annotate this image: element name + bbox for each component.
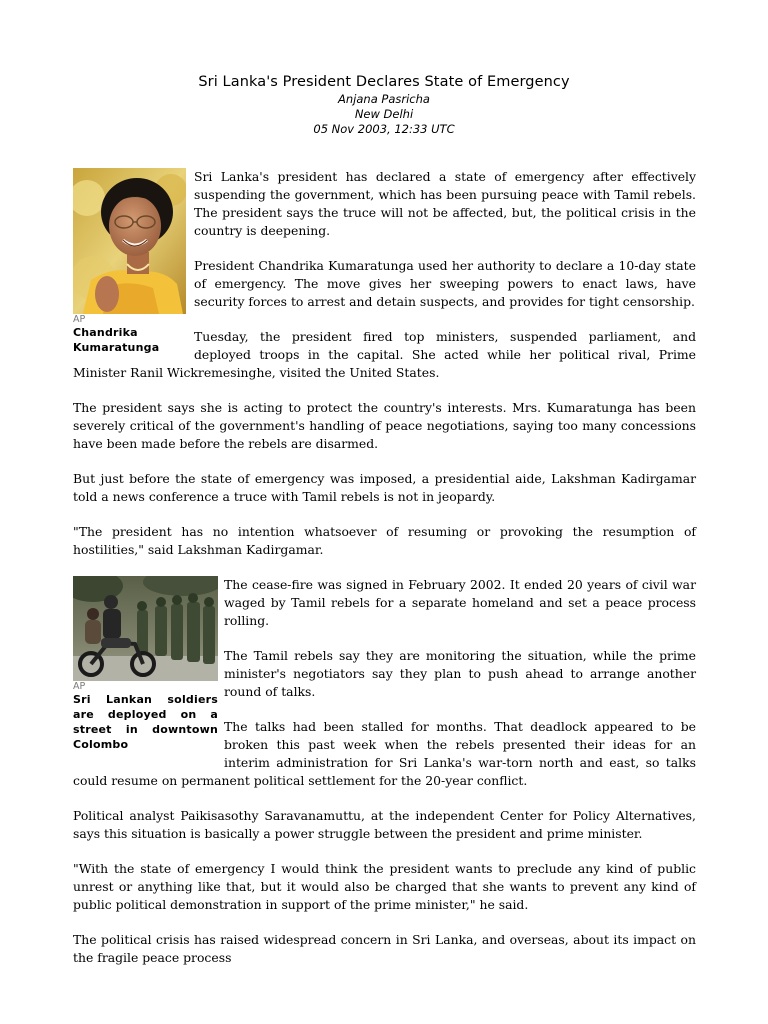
paragraph: Sri Lanka's president has declared a state of emergency after effectively suspending the government, which has been pursuing peace with Tamil rebels. The president says the truce will not be affected, but, the political crisis in the country is deepening. <box>194 169 696 238</box>
photo-caption: Chandrika Kumaratunga <box>73 326 160 354</box>
paragraph: The talks had been stalled for months. That deadlock appeared to be broken this past week when the rebels presented their ideas for an interim administration for Sri Lanka's war-torn north and east, so talks could resume on permanent political settlement for the 20-year conflict. <box>73 719 696 788</box>
byline-location: New Delhi <box>354 107 414 121</box>
photo-caption: Sri Lankan soldiers are deployed on a street in downtown Colombo <box>73 693 218 751</box>
portrait-photo-icon <box>73 168 186 314</box>
article-headline: Sri Lanka's President Declares State of Emergency <box>198 74 570 90</box>
paragraph: But just before the state of emergency was imposed, a presidential aide, Lakshman Kadirgamar told a news conference a truce with Tamil rebels is not in jeopardy. <box>73 471 696 504</box>
article-body <box>73 168 696 984</box>
photo-credit: AP <box>73 681 86 692</box>
paragraph: President Chandrika Kumaratunga used her authority to declare a 10-day state of emergency. The move gives her sweeping powers to enact laws, have security forces to arrest and detain suspects, and provides for tight censorship. <box>194 258 696 309</box>
paragraph: Tuesday, the president fired top ministers, suspended parliament, and deployed troops in the capital. She acted while her political rival, Prime Minister Ranil Wickremesinghe, visited the United States. <box>73 329 696 380</box>
paragraph: The cease-fire was signed in February 2002. It ended 20 years of civil war waged by Tamil rebels for a separate homeland and set a peace process rolling. <box>224 577 696 628</box>
figure-soldiers <box>73 576 218 752</box>
figure-president <box>73 168 186 355</box>
paragraph: "With the state of emergency I would think the president wants to preclude any kind of public unrest or anything like that, but it would also be charged that she wants to prevent any kind of public political demonstration in support of the prime minister," he said. <box>73 861 696 912</box>
paragraph: The Tamil rebels say they are monitoring the situation, while the prime minister's negotiators say they plan to push ahead to arrange another round of talks. <box>224 648 696 699</box>
paragraph: The president says she is acting to protect the country's interests. Mrs. Kumaratunga has been severely critical of the government's handling of peace negotiations, saying too many concessions have been made before the rebels are disarmed. <box>73 400 696 451</box>
byline-datetime: 05 Nov 2003, 12:33 UTC <box>313 122 455 136</box>
paragraph: The political crisis has raised widespread concern in Sri Lanka, and overseas, about its impact on the fragile peace process <box>73 932 696 965</box>
paragraph: "The president has no intention whatsoever of resuming or provoking the resumption of hostilities," said Lakshman Kadirgamar. <box>73 524 696 557</box>
paragraph: Political analyst Paikisasothy Saravanamuttu, at the independent Center for Policy Alternatives, says this situation is basically a power struggle between the president and prime minister. <box>73 808 696 841</box>
soldiers-photo-icon <box>73 576 218 681</box>
byline-author: Anjana Pasricha <box>338 92 430 106</box>
photo-credit: AP <box>73 314 86 325</box>
